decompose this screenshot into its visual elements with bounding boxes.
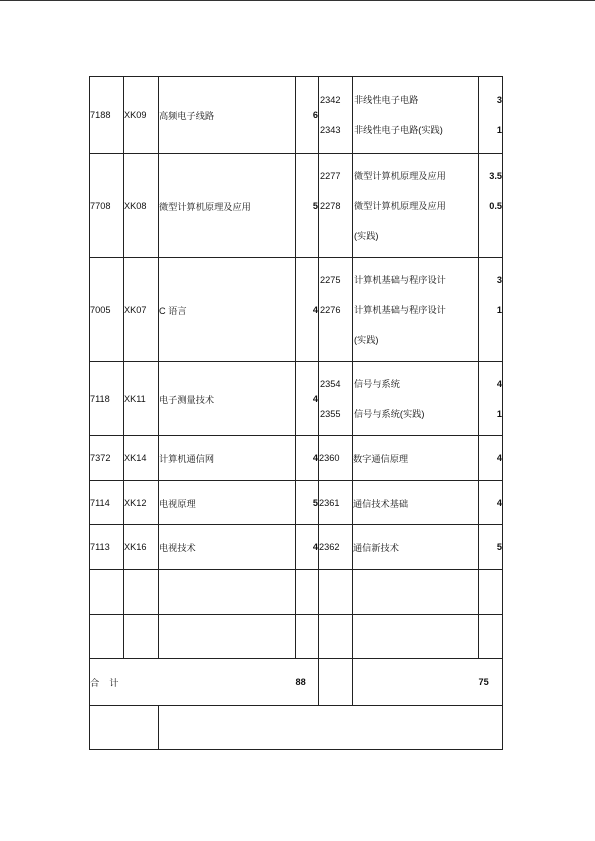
new-course-name: (实践) [354,334,379,345]
new-course-credit: 5 [479,525,503,570]
page-top-rule [0,0,595,1]
new-course-codes [319,258,353,362]
empty-row [90,570,503,615]
new-course-credit: 3 [496,95,502,105]
course-kcode: XK09 [124,77,159,154]
course-code: 7188 [90,77,124,154]
course-kcode: XK07 [124,258,159,362]
total-new-credits: 75 [479,659,503,706]
course-kcode: XK16 [124,525,159,570]
course-name: 电视原理 [159,481,296,525]
course-credit: 5 [296,154,319,258]
empty-row [90,615,503,659]
new-course-credit: 0.5 [489,200,502,211]
new-course-name: (实践) [354,230,379,241]
total-row [90,659,503,706]
course-credit: 4 [296,258,319,362]
new-course-code: 2355 [320,408,341,419]
new-course-names [353,77,479,154]
new-course-name: 计算机基础与程序设计 [354,304,446,315]
course-name: 电子测量技术 [159,362,296,436]
new-course-credit: 4 [496,378,502,389]
table-row [90,481,503,525]
new-course-name: 通信新技术 [353,525,479,570]
empty-cell [90,615,124,659]
empty-cell [296,570,319,615]
new-course-code: 2362 [319,525,353,570]
course-kcode: XK11 [124,362,159,436]
new-course-credit [479,221,502,251]
course-replacement-table [89,76,503,750]
new-course-credits [479,154,503,258]
new-course-name: 微型计算机原理及应用 [354,200,446,211]
total-label-first: 合 [90,678,100,688]
course-code: 7114 [90,481,124,525]
total-old-credits: 88 [296,659,319,706]
remarks-content-cell [159,706,503,750]
course-name: 计算机通信网 [159,436,296,481]
course-credit: 4 [296,362,319,436]
course-kcode: XK14 [124,436,159,481]
new-course-credit: 1 [496,125,502,135]
new-course-name: 通信技术基础 [353,481,479,525]
total-label [90,659,296,706]
new-course-code [319,325,352,355]
course-name: C 语言 [159,258,296,362]
new-course-credit: 4 [479,481,503,525]
empty-cell [124,570,159,615]
new-course-code: 2360 [319,436,353,481]
table-row [90,258,503,362]
new-course-code: 2361 [319,481,353,525]
new-course-name: 非线性电子电路 [354,95,419,105]
new-course-names [353,362,479,436]
new-course-name: 数字通信原理 [353,436,479,481]
empty-cell [353,570,479,615]
empty-cell [124,615,159,659]
new-course-names [353,258,479,362]
new-course-code: 2277 [320,170,341,181]
course-kcode: XK12 [124,481,159,525]
new-course-code: 2276 [320,304,341,315]
new-course-credit: 4 [479,436,503,481]
new-course-name: 计算机基础与程序设计 [354,274,446,285]
remarks-label-cell [90,706,159,750]
new-course-code: 2278 [320,200,341,211]
course-code: 7113 [90,525,124,570]
course-code: 7708 [90,154,124,258]
new-course-codes [319,362,353,436]
table-row [90,154,503,258]
course-name: 电视技术 [159,525,296,570]
new-course-credit: 3 [496,274,502,285]
empty-cell [479,615,503,659]
new-course-codes [319,77,353,154]
new-course-codes [319,154,353,258]
new-course-name: 信号与系统 [354,378,400,389]
course-name: 高频电子线路 [159,77,296,154]
table-row [90,362,503,436]
course-code: 7118 [90,362,124,436]
new-course-code: 2275 [320,274,341,285]
course-kcode: XK08 [124,154,159,258]
new-course-code: 2343 [320,125,341,135]
new-course-code: 2354 [320,378,341,389]
table-row [90,436,503,481]
empty-cell [319,615,353,659]
new-course-code: 2342 [320,95,341,105]
course-credit: 6 [296,77,319,154]
course-code: 7005 [90,258,124,362]
empty-cell [90,570,124,615]
new-course-name: 信号与系统(实践) [354,408,425,419]
new-course-name: 微型计算机原理及应用 [354,170,446,181]
course-name: 微型计算机原理及应用 [159,154,296,258]
new-course-code [319,221,352,251]
new-course-credits [479,258,503,362]
new-course-credit: 1 [496,304,502,315]
new-course-credit: 3.5 [489,170,502,181]
new-course-credits [479,362,503,436]
empty-cell [353,615,479,659]
course-credit: 4 [296,436,319,481]
course-code: 7372 [90,436,124,481]
empty-cell [159,615,296,659]
empty-cell [296,615,319,659]
empty-cell [319,570,353,615]
new-course-credits [479,77,503,154]
new-course-credit: 1 [496,408,502,419]
empty-cell [319,659,353,706]
course-credit: 5 [296,481,319,525]
total-label-second: 计 [109,678,119,688]
remarks-row [90,706,503,750]
empty-cell [159,570,296,615]
course-credit: 4 [296,525,319,570]
table-row [90,77,503,154]
table-row [90,525,503,570]
new-course-credit [479,325,502,355]
empty-cell [353,659,479,706]
empty-cell [479,570,503,615]
new-course-names [353,154,479,258]
new-course-name: 非线性电子电路(实践) [354,125,443,135]
